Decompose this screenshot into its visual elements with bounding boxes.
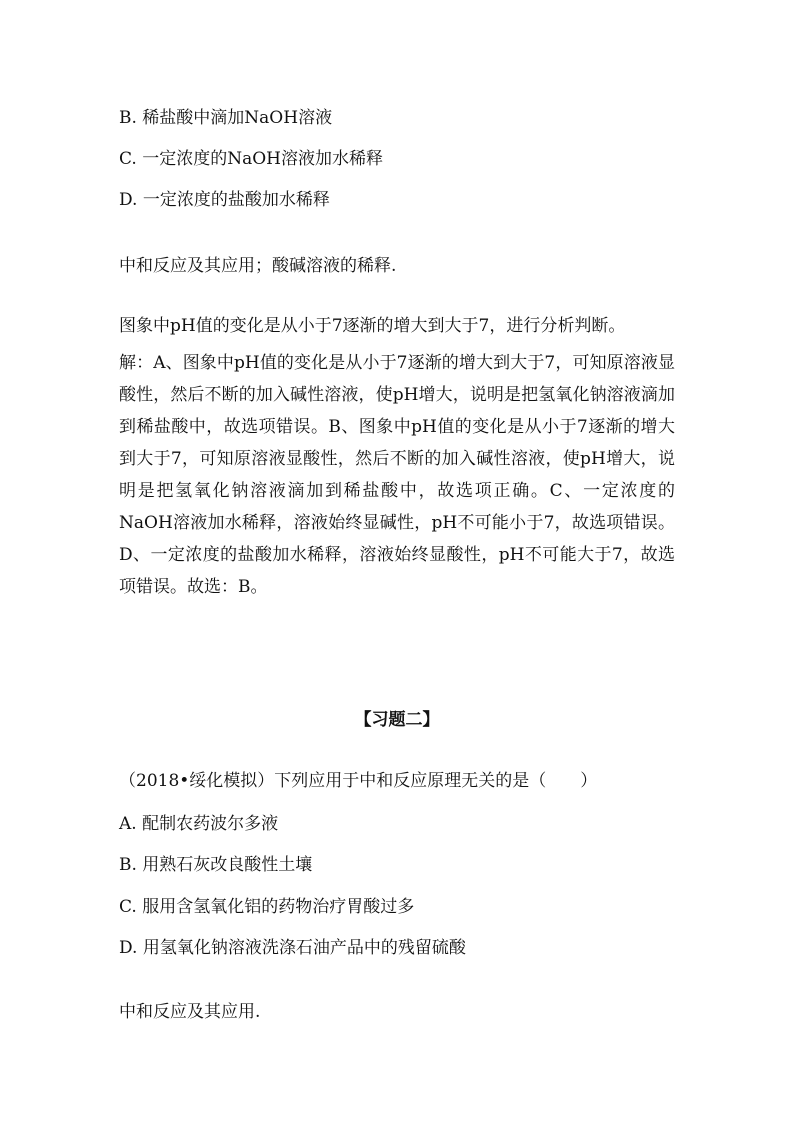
analysis-text: 图象中pH值的变化是从小于7逐渐的增大到大于7，进行分析判断。 xyxy=(119,316,626,336)
option-d-2: D. 用氢氧化钠溶液洗涤石油产品中的残留硫酸 xyxy=(119,938,466,958)
question-text: （2018•绥化模拟）下列应用于中和反应原理无关的是（ ） xyxy=(119,771,598,791)
knowledge-point-2: 中和反应及其应用. xyxy=(119,1002,261,1022)
section-heading: 【习题二】 xyxy=(354,710,440,730)
option-b-1: B. 稀盐酸中滴加NaOH溶液 xyxy=(119,108,333,128)
knowledge-point-1: 中和反应及其应用；酸碱溶液的稀释. xyxy=(119,256,397,276)
solution-text: 解：A、图象中pH值的变化是从小于7逐渐的增大到大于7，可知原溶液显酸性，然后不断的加入碱性溶液，使pH增大，说明是把氢氧化钠溶液滴加到稀盐酸中，故选项错误。B、图象中pH值的变化是从小于7逐渐的增大到大于7，可知原溶液显酸性，然后不断的加入碱性溶液，使pH增大，说明是把氢氧化钠溶液滴加到稀盐酸中，故选项正确。C、一定浓度的NaOH溶液加水稀释，溶液始终显碱性，pH不可能小于7，故选项错误。D、一定浓度的盐酸加水稀释，溶液始终显酸性，pH不可能大于7，故选项错误。故选：B。 xyxy=(119,353,675,597)
option-c-1: C. 一定浓度的NaOH溶液加水稀释 xyxy=(119,149,383,169)
option-b-2: B. 用熟石灰改良酸性土壤 xyxy=(119,855,313,875)
option-a-2: A. 配制农药波尔多液 xyxy=(119,814,279,834)
option-d-1: D. 一定浓度的盐酸加水稀释 xyxy=(119,190,330,210)
option-c-2: C. 服用含氢氧化铝的药物治疗胃酸过多 xyxy=(119,897,415,917)
